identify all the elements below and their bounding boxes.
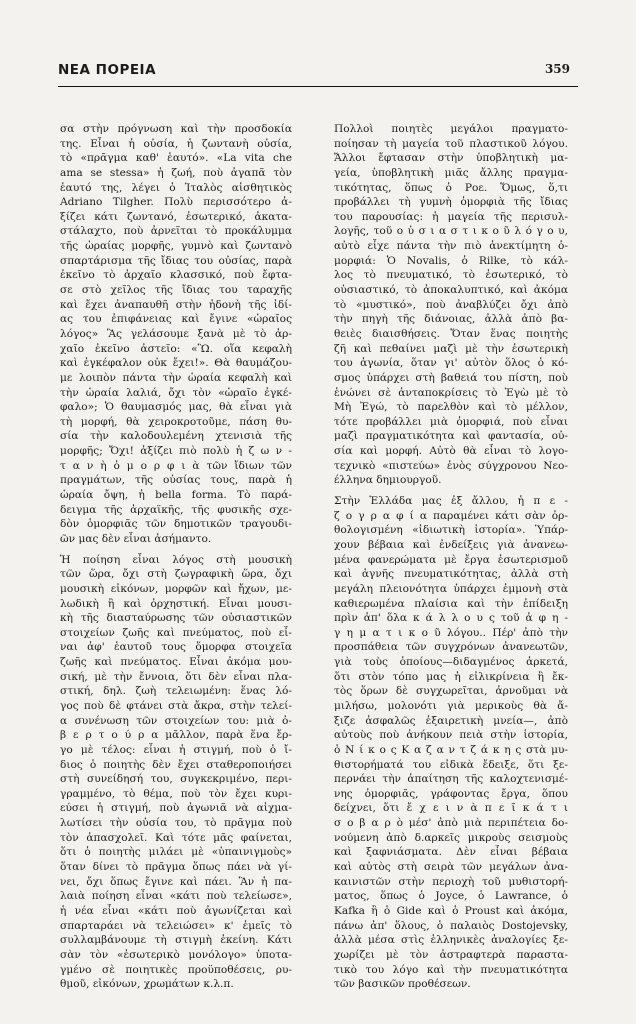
text-line: καὶ ἐγκέφαλον οὐκ ἔχει!». Θὰ θαυμάζου-: [60, 357, 292, 370]
text-line: τικὸ του λόγο καὶ τὴν πνευματικότητα: [334, 963, 568, 976]
text-line: γραμμένο, τὸ θέμα, ποὺ τὸν ἔχει κυρι-: [60, 787, 292, 800]
text-line: χωρίζει μὲ τὸν ἀστραφτερὰ παραστα-: [334, 948, 568, 961]
text-line: κὴ τῆς διασταύρωσης τῶν οὐσιαστικῶν: [60, 612, 292, 625]
text-line: μορφῆς; Ὄχι! ἀξίζει πιὸ πολὺ ἡ ζ ω ν -: [60, 445, 292, 458]
text-line: του ἀγωνία, ὅταν γι' αὐτὸν ὅλος ὁ κό-: [334, 357, 568, 370]
text-line: Ἄλλοι ἔφτασαν στὴν ὑποβλητικὴ μα-: [334, 152, 568, 165]
text-line: σία τὴν καλοδουλεμένη χτενισιὰ τῆς: [60, 430, 292, 443]
text-line: αὐτοὺς ποὺ ἀνήκουν πειὰ στὴν ἱστορία,: [334, 729, 568, 742]
text-line: λωτίσει τὴν οὐσία του, τὸ πρᾶγμα ποὺ: [60, 817, 292, 830]
text-line: ῶν μας δὲν εἶναι ἀσήμαντο.: [60, 532, 212, 545]
text-line: ποίησαν τὴ μαγεία τοῦ πλαστικοῦ λόγου.: [334, 137, 568, 150]
text-line: χουν βέβαια καὶ ἐνδείξεις γιὰ ἀνανεω-: [334, 538, 568, 551]
text-line: γμένο σὲ ποιητικὲς προϋποθέσεις, ρυ-: [60, 963, 292, 976]
text-line: τὸν ἀπασχολεῖ. Καὶ τότε μᾶς φαίνεται,: [60, 831, 292, 844]
journal-title: ΝΕΑ ΠΟΡΕΙΑ: [58, 62, 157, 78]
text-line: σία καὶ μορφή. Αὐτὸ θὰ εἶναι τὸ λογο-: [334, 445, 568, 458]
text-line: φαλο»; Ὁ θαυμασμός μας, θὰ εἶναι γιὰ: [60, 401, 292, 414]
text-line: ὁ Ν ί κ ο ς Κ α ζ α ν τ ζ ά κ η ς στὰ μυ-: [334, 743, 568, 756]
text-line: σμος ὑπάρχει στὴ βαθειά του πίστη, ποὺ: [334, 371, 568, 384]
text-line: προσπάθεια τῶν συγχρόνων ἀνανεωτῶν,: [334, 641, 568, 654]
text-line: ας του ἐπιφάνειας καὶ ἔγινε «ὡραῖος: [60, 313, 292, 326]
text-line: ἑνώνει σὲ ἀνταποκρίσεις τὸ Ἐγὼ μὲ τὸ: [334, 386, 568, 399]
text-line: στὴ συνείδησή του, συγκεκριμένο, περι-: [60, 773, 292, 786]
text-line: με λοιπὸν πάντα τὴν ὡραία κεφαλὴ καὶ: [60, 371, 292, 384]
text-line: ζωῆς καὶ πνεύματος. Εἶναι ἀκόμα μου-: [60, 656, 292, 669]
text-line: ναι ἀφ' ἑαυτοῦ τους ὅμορφα στοιχεῖα: [60, 641, 292, 654]
text-line: ἀλλὰ μέσα στὶς ἑλληνικὲς ἀναλογίες ξε-: [334, 934, 568, 947]
text-line: Μὴ Ἐγώ, τὸ παρελθὸν καὶ τὸ μέλλον,: [334, 401, 568, 414]
text-line: Kafka ἢ ὁ Gide καὶ ὁ Proust καὶ ἀκόμα,: [334, 904, 568, 917]
text-line: νης ὀμορφιᾶς, γράφοντας ἔργα, ὅπου: [334, 787, 568, 800]
text-line: της. Εἶναι ἡ οὐσία, ἡ ζωντανὴ οὐσία,: [60, 137, 292, 150]
text-line: γεία, ὑποβλητικὴ μιᾶς ἄλλης πραγμα-: [334, 166, 568, 179]
text-line: θειὲς διαισθήσεις. Ὅταν ἕνας ποιητὴς: [334, 327, 568, 340]
text-line: καὶ ξαφνιάσματα. Δὲν εἶναι βέβαια: [334, 846, 568, 859]
text-line: τὸ «πρᾶγμα καθ' ἑαυτό». «La vita che: [60, 152, 292, 165]
text-line: ὡραία ὄψη, ἡ bella forma. Τὸ παρά-: [60, 489, 292, 502]
running-header: [58, 62, 578, 88]
text-line: ἑαυτό της, λέγει ὁ Ἰταλὸς αἰσθητικὸς: [60, 181, 292, 194]
text-line: νει, ὄχι ὅπως ἔγινε καὶ πάει. Ἂν ἡ πα-: [60, 875, 292, 888]
paragraph: [334, 122, 568, 488]
text-line: του παρουσίας: ἡ μαγεία τῆς περισυλ-: [334, 210, 568, 223]
page-number: 359: [544, 62, 570, 76]
text-line: σα στὴν πρόγνωση καὶ τὴν προσδοκία: [60, 123, 292, 135]
right-column: [334, 122, 568, 992]
text-line: γιὰ τοὺς ὁποίους—διδαγμένος ἀρκετά,: [334, 656, 568, 669]
text-line: μεγάλη πλειονότητα ὑπάρχει ἐμμονὴ στὰ: [334, 582, 568, 595]
text-line: τῶν ὥρα, ὄχι στὴ ζωγραφικὴ ὥρα, ὄχι: [60, 568, 292, 581]
text-line: εύσει ἡ στιγμή, ποὺ ἀγωνιᾶ νὰ αἰχμα-: [60, 802, 292, 815]
text-line: Στὴν Ἑλλάδα μας ἐξ ἄλλου, ἡ π ε -: [334, 495, 568, 508]
text-line: σπαρταράει νὰ τελειώσει» κ' ἐμεῖς τὸ: [60, 919, 292, 932]
paragraph: [60, 122, 292, 547]
text-line: τεχνικὸ «πιστεύω» ἑνὸς σύγχρονου Νεο-: [334, 459, 568, 472]
text-line: ζῆ καὶ πεθαίνει μαζὶ μὲ τὴν ἐσωτερικὴ: [334, 342, 568, 355]
text-line: τὸ «μυστικό», ποὺ ἀναβλύζει ὄχι ἀπὸ: [334, 298, 568, 311]
text-line: στάλαχτο, ποὺ ἀρνεῖται τὸ προκάλυμμα: [60, 225, 292, 238]
text-line: έλληνα δημιουργοῦ.: [334, 474, 442, 487]
text-line: λος τὸ πνευματικό, τὸ ἐσωτερικό, τὸ: [334, 269, 568, 282]
text-line: σὰν τὸν «ἐσωτερικὸ μονόλογο» ὑποτα-: [60, 948, 292, 961]
text-line: σική, μὲ τὴν ἔννοια, ὅτι δὲν εἶναι πλα-: [60, 670, 292, 683]
text-line: ἡ νέα εἶναι «κάτι ποὺ ἀγωνίζεται καὶ: [60, 904, 292, 917]
text-line: αὐτὸ εἶχε πάντα τὴν πιὸ ἀνεκτίμητη ὀ-: [334, 240, 568, 253]
text-line: λαιὰ ποίηση εἶναι «κάτι ποὺ τελείωσε»,: [60, 890, 292, 903]
text-line: θολογισμένη «ἰδιωτικὴ ἱστορία». Ὑπάρ-: [334, 524, 568, 537]
text-line: μουσικὴ εἰκόνων, μορφῶν καὶ ἤχων, με-: [60, 582, 292, 595]
text-line: σπαρτάρισμα τῆς ἴδιας του οὐσίας, παρὰ: [60, 254, 292, 267]
text-line: γ η μ α τ ι κ ο ῦ λόγου.. Πέρ' ἀπὸ τὴν: [334, 626, 568, 639]
text-line: θμοῦ, εἰκόνων, χρωμάτων κ.λ.π.: [60, 978, 234, 991]
text-line: νούμενη ἀπὸ δ.αρκεῖς μικροὺς σεισμοὺς: [334, 831, 568, 844]
text-line: καὶ αὐτὸς στὴ σειρὰ τῶν μεγάλων ἀνα-: [334, 861, 568, 874]
text-line: καὶ ἔχει ἀναπαυθῆ στὴν ἡδονὴ τῆς ἰδί-: [60, 298, 292, 311]
paragraph: [60, 553, 292, 992]
text-line: μένα φανερώματα μὲ ἔργα ἐσωτερισμοῦ: [334, 553, 568, 566]
text-line: ama se stessa» ἡ ζωή, ποὺ ἀγαπᾶ τὸν: [60, 166, 292, 179]
text-line: οὐσιαστικό, τὸ ἀποκαλυπτικό, καὶ ἀκόμα: [334, 284, 568, 297]
text-line: τὴν ὡραία λαλιά, ὄχι τὸν «ὡραῖο ἐγκέ-: [60, 386, 292, 399]
text-line: τὴ μορφή, θὰ χειροκροτοῦμε, πάση θυ-: [60, 415, 292, 428]
text-line: Πολλοὶ ποιητὲς μεγάλοι πραγματο-: [334, 123, 568, 135]
text-line: ὅτι στὸν τόπο μας ἡ εἰλικρίνεια ἢ ἔκ-: [334, 670, 568, 683]
text-line: στική, δηλ. ζωὴ τελειωμένη: ἕνας λό-: [60, 685, 292, 698]
text-line: δείχνει, ὅτι ἔ χ ε ι ν ὰ π ε ῖ κ ά τ ι: [334, 802, 568, 815]
text-line: τῆς ὡραίας μορφῆς, γυμνὸ καὶ ζωντανὸ: [60, 240, 292, 253]
text-line: θιστορήματά του εἰδικὰ ἔδειξε, ὅτι ξε-: [334, 758, 568, 771]
text-line: πρὶν ἀπ' ὅλα κ ά λ λ ο υ ς τοῦ ἀ φ η -: [334, 612, 568, 625]
text-line: δειγμα τῆς ἀρχαϊκῆς, τῆς φυσικῆς σχε-: [60, 503, 292, 516]
text-line: ξίζει κάτι ζωντανό, ἐσωτερικό, ἀκατα-: [60, 210, 292, 223]
text-line: μιλήσω, μολονότι γιὰ μερικοὺς θὰ ἄ-: [334, 699, 568, 712]
text-line: ὅταν δίνει τὸ πρᾶγμα ὅπως πάει νὰ γί-: [60, 861, 292, 874]
text-line: πάνω ἀπ' ὅλους, ὁ παλαιὸς Dostojevsky,: [334, 919, 568, 932]
text-line: Adriano Tilgher. Πολὺ περισσότερο ἀ-: [60, 196, 292, 209]
paragraph: [334, 494, 568, 992]
text-line: σ ο β α ρ ὸ μέσ' ἀπὸ μιὰ περιπέτεια δο-: [334, 817, 568, 830]
text-line: καθιερωμένα πλαίσια καὶ τὴν ἐπίδειξη: [334, 597, 568, 610]
text-line: μαζὶ πραγματικότητα καὶ φαντασία, οὐ-: [334, 430, 568, 443]
text-line: γος ποὺ δὲ φτάνει στὰ ἄκρα, στὴν τελεί-: [60, 699, 292, 712]
text-line: καινιστῶν στὴν περιοχὴ τοῦ μυθιστορή-: [334, 875, 568, 888]
text-line: μορφιά: Ὁ Novalis, ὁ Rilke, τὸ κάλ-: [334, 254, 568, 267]
text-line: διος ὁ ποιητὴς δὲν ἔχει σταθεροποιήσει: [60, 758, 292, 771]
text-line: ξιζε ἀσφαλῶς ἐξαιρετικὴ μνεία—, ἀπὸ: [334, 714, 568, 727]
text-line: συλλαμβάνουμε τὴ στιγμὴ ἐκείνη. Κάτι: [60, 934, 292, 947]
text-line: δὸν ὁμορφιᾶς τῶν δημοτικῶν τραγουδι-: [60, 518, 292, 531]
text-line: λογῆς, τοῦ ο ὐ σ ι α σ τ ι κ ο ῦ λ ό γ ο υ,: [334, 225, 568, 238]
text-line: τὴν πηγὴ τῆς διάνοιας, ἀλλὰ ἀπὸ βα-: [334, 313, 568, 326]
left-column: [60, 122, 292, 992]
text-line: προβάλλει τὴ γυμνὴ ὀμορφιὰ τῆς ἴδιας: [334, 196, 568, 209]
text-line: καὶ ἁγνῆς πνευματικότητας, ἀλλὰ στὴ: [334, 568, 568, 581]
text-line: λωδικὴ ἢ καὶ ὀρχηστική. Εἶναι μουσι-: [60, 597, 292, 610]
text-line: λόγος» Ἂς γελάσουμε ξανὰ μὲ τὸ ἀρ-: [60, 327, 292, 340]
text-line: ὅτι ὁ ποιητὴς μιλάει μὲ «ὑπαινιγμοὺς»: [60, 846, 292, 859]
text-line: πραγμάτων, τῆς οὐσίας τους, παρὰ ἡ: [60, 474, 292, 487]
text-line: α συνένωση τῶν στοιχείων του: μιὰ ὀ-: [60, 714, 292, 727]
text-line: στοιχείων ζωῆς καὶ πνεύματος, ποὺ εἶ-: [60, 626, 292, 639]
text-line: ἐκεῖνο τὸ ἀρχαῖο κλασσικό, ποὺ ἔφτα-: [60, 269, 292, 282]
text-line: γο μὲ τέλος: εἶναι ἡ στιγμή, ποὺ ὁ ἴ-: [60, 743, 292, 756]
text-line: τικότητας, ὅπως ὁ Ροε. Ὅμως, ὅ,τι: [334, 181, 568, 194]
text-line: τὸς ὅρων δὲ συγχωρεῖται, ἀρνοῦμαι νὰ: [334, 685, 568, 698]
text-line: χαῖο ἐκεῖνο ἀστεῖο: «Ὢ. οἵα κεφαλὴ: [60, 342, 292, 355]
text-line: Ἡ ποίηση εἶναι λόγος στὴ μουσικὴ: [60, 553, 292, 566]
text-line: σε στὸ χεῖλος τῆς ἴδιας του ταραχῆς: [60, 284, 292, 297]
text-line: ματος, ὅπως ὁ Joyce, ὁ Lawrance, ὁ: [334, 890, 568, 903]
text-line: β ε ρ τ ο ύ ρ α μᾶλλον, παρὰ ἕνα ἔρ-: [60, 729, 292, 742]
text-line: τῶν βασικῶν προθέσεων.: [334, 978, 471, 991]
text-line: τ α ν ὴ ὁ μ ο ρ φ ι ὰ τῶν ἴδιων τῶν: [60, 459, 292, 472]
text-line: περνάει τὴν ἀπαίτηση τῆς καλοχτενισμέ-: [334, 773, 568, 786]
text-line: τότε προβάλλει μιὰ ὀμορφιά, ποὺ εἶναι: [334, 415, 568, 428]
header-rule: [58, 86, 578, 87]
text-line: ζ ο γ ρ α φ ί α παραμένει κάτι σὰν ὀρ-: [334, 509, 568, 522]
